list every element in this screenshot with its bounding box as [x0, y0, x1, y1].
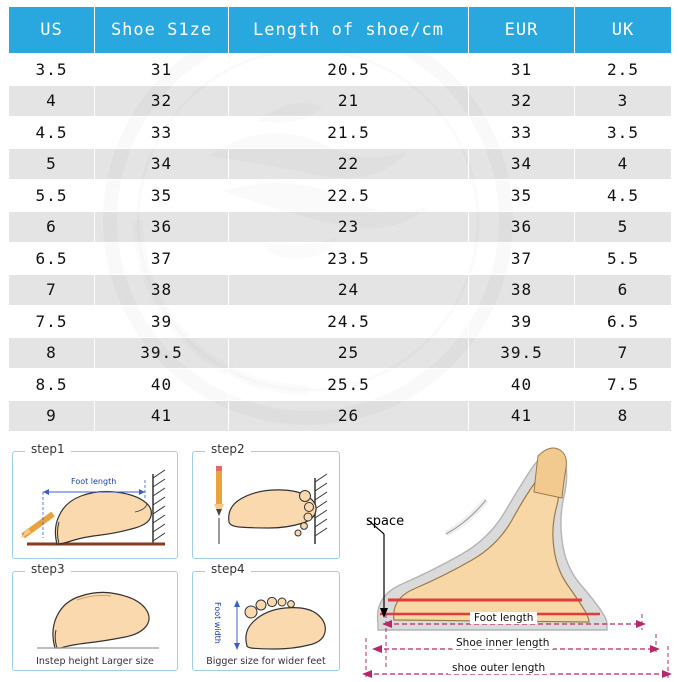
cell-shoe-size: [95, 432, 229, 435]
cell-shoe-size: 37: [95, 243, 229, 275]
table-row: [9, 274, 672, 306]
cell-uk: 4.5: [575, 180, 672, 212]
step4-box: [192, 562, 340, 671]
cell-length: 22: [229, 148, 469, 180]
step1-inner-label: Foot length: [71, 477, 117, 486]
foot-length-label: Foot length: [470, 612, 537, 624]
space-label: space: [366, 514, 405, 529]
step2-box: [192, 442, 340, 559]
cell-length: 24.5: [229, 306, 469, 338]
cell-uk: 8: [575, 400, 672, 432]
cell-length: 20.5: [229, 54, 469, 86]
cell-shoe-size: 38: [95, 274, 229, 306]
table-row: [9, 432, 672, 435]
cell-length: [229, 432, 469, 435]
column-header-uk: UK: [575, 7, 672, 54]
cell-us: 5.5: [9, 180, 95, 212]
cell-uk: [575, 432, 672, 435]
cell-shoe-size: 40: [95, 369, 229, 401]
cell-shoe-size: 39.5: [95, 337, 229, 369]
step1-box: [12, 442, 178, 559]
pencil-icon: [214, 466, 224, 516]
cell-uk: 2.5: [575, 54, 672, 86]
shoe-size-table: [8, 6, 671, 434]
cell-length: 24: [229, 274, 469, 306]
cell-uk: 6.5: [575, 306, 672, 338]
step3-caption: Instep height Larger size: [36, 656, 154, 667]
table-header-row: [9, 7, 672, 54]
table-row: [9, 117, 672, 149]
table-row: [9, 85, 672, 117]
cell-uk: 7: [575, 337, 672, 369]
cell-shoe-size: 32: [95, 85, 229, 117]
cell-us: 8.5: [9, 369, 95, 401]
table-row: [9, 337, 672, 369]
cell-shoe-size: 35: [95, 180, 229, 212]
cell-shoe-size: 31: [95, 54, 229, 86]
cell-us: 7.5: [9, 306, 95, 338]
cell-eur: 39: [469, 306, 575, 338]
column-header-us: US: [9, 7, 95, 54]
step4-inner-label: Foot width: [213, 602, 222, 644]
cell-uk: 5.5: [575, 243, 672, 275]
measure-instructions: [0, 438, 679, 682]
cell-length: 23.5: [229, 243, 469, 275]
cell-shoe-size: 36: [95, 211, 229, 243]
step4-caption: Bigger size for wider feet: [206, 656, 326, 667]
step2-illustration: [193, 452, 341, 560]
cell-us: 3.5: [9, 54, 95, 86]
cell-us: 6: [9, 211, 95, 243]
pencil-icon: [21, 514, 53, 538]
cell-uk: 7.5: [575, 369, 672, 401]
cell-us: 6.5: [9, 243, 95, 275]
cell-length: 21.5: [229, 117, 469, 149]
cell-length: 25: [229, 337, 469, 369]
shoe-outer-length-label: shoe outer length: [448, 662, 549, 674]
cell-shoe-size: 34: [95, 148, 229, 180]
cell-eur: 34: [469, 148, 575, 180]
cell-uk: 6: [575, 274, 672, 306]
cell-eur: 32: [469, 85, 575, 117]
cell-length: 25.5: [229, 369, 469, 401]
table-row: [9, 54, 672, 86]
cell-eur: 40: [469, 369, 575, 401]
cell-shoe-size: 39: [95, 306, 229, 338]
cell-eur: 31: [469, 54, 575, 86]
table-row: [9, 400, 672, 432]
table-row: [9, 180, 672, 212]
step2-label: step2: [205, 442, 251, 456]
column-header-length-cm: Length of shoe/cm: [229, 7, 469, 54]
cell-eur: 36: [469, 211, 575, 243]
cell-us: 8: [9, 337, 95, 369]
cell-us: [9, 432, 95, 435]
cell-us: 4: [9, 85, 95, 117]
table-row: [9, 369, 672, 401]
cell-uk: 4: [575, 148, 672, 180]
cell-length: 21: [229, 85, 469, 117]
cell-uk: 3: [575, 85, 672, 117]
step3-box: [12, 562, 178, 671]
cell-eur: 37: [469, 243, 575, 275]
step1-illustration: [13, 452, 179, 560]
cell-shoe-size: 41: [95, 400, 229, 432]
cell-eur: [469, 432, 575, 435]
cell-shoe-size: 33: [95, 117, 229, 149]
size-table-container: [8, 6, 671, 434]
column-header-eur: EUR: [469, 7, 575, 54]
cell-us: 9: [9, 400, 95, 432]
shoe-inner-length-label: Shoe inner length: [452, 637, 553, 649]
table-row: [9, 211, 672, 243]
step4-label: step4: [205, 562, 251, 576]
table-row: [9, 243, 672, 275]
cell-eur: 41: [469, 400, 575, 432]
cell-length: 23: [229, 211, 469, 243]
cell-length: 26: [229, 400, 469, 432]
cell-uk: 3.5: [575, 117, 672, 149]
cell-eur: 39.5: [469, 337, 575, 369]
table-row: [9, 148, 672, 180]
cell-length: 22.5: [229, 180, 469, 212]
cell-eur: 35: [469, 180, 575, 212]
step3-label: step3: [25, 562, 71, 576]
step1-label: step1: [25, 442, 71, 456]
cell-eur: 38: [469, 274, 575, 306]
column-header-shoe-size: Shoe S1ze: [95, 7, 229, 54]
cell-us: 5: [9, 148, 95, 180]
cell-us: 7: [9, 274, 95, 306]
cell-us: 4.5: [9, 117, 95, 149]
cell-eur: 33: [469, 117, 575, 149]
cell-uk: 5: [575, 211, 672, 243]
table-row: [9, 306, 672, 338]
